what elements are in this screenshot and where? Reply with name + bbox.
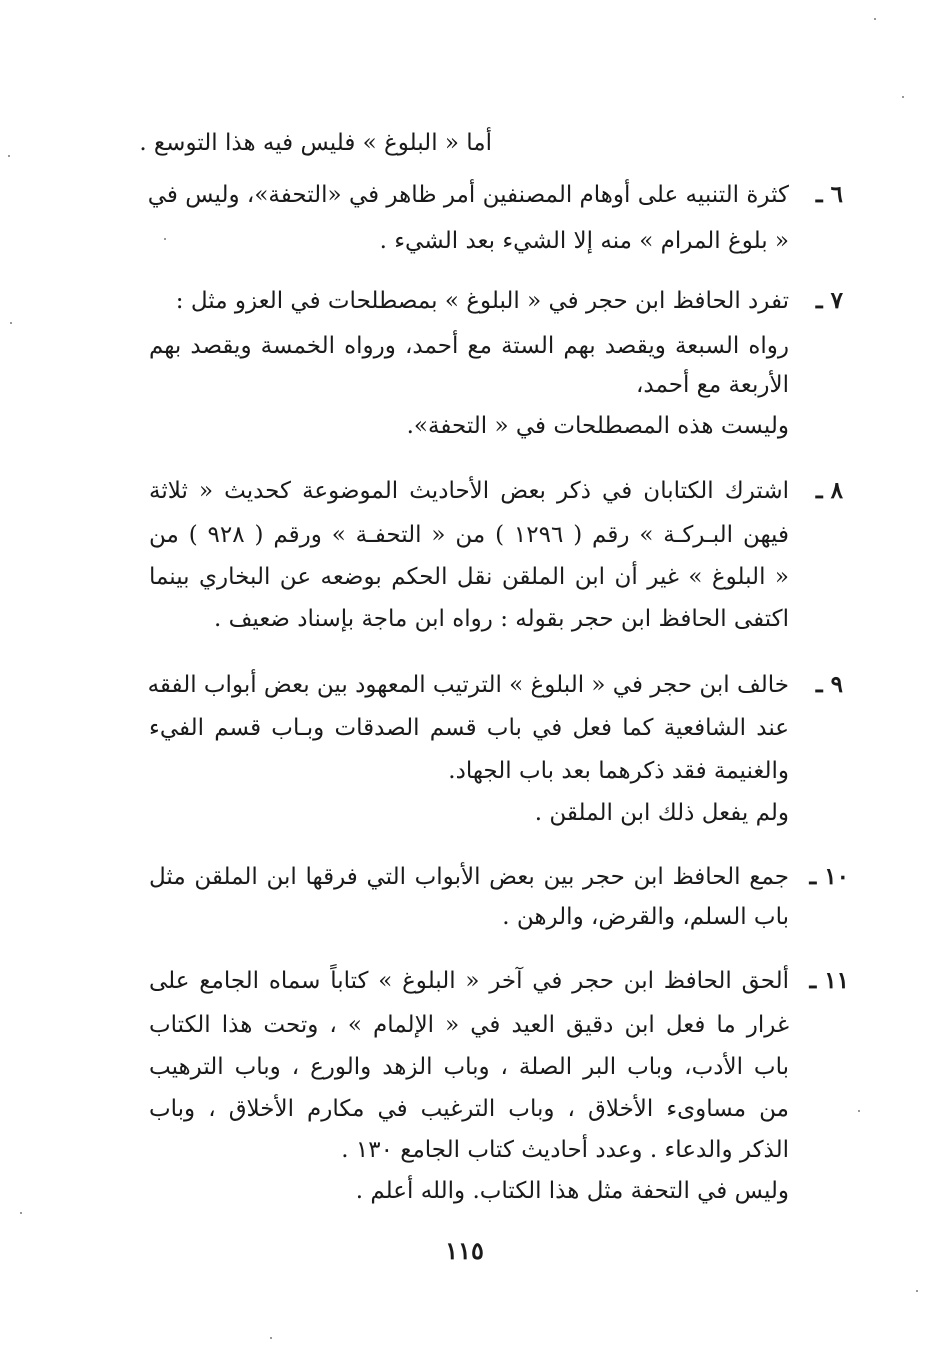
paragraph-line: من مساوىء الأخلاق ، وباب الترغيب في مكارم الأخلاق ، وباب: [149, 1096, 789, 1122]
paragraph-line: كثرة التنبيه على أوهام المصنفين أمر ظاهر في «التحفة»، وليس في: [147, 182, 789, 208]
paragraph-line: عند الشافعية كما فعل في باب قسم الصدقات وبـاب قسم الفيء: [149, 715, 789, 741]
scan-speck: [10, 322, 12, 324]
paragraph-line: ألحق الحافظ ابن حجر في آخر « البلوغ » كتاباً سماه الجامع على: [149, 968, 789, 994]
paragraph-line: جمع الحافظ ابن حجر بين بعض الأبواب التي فرقها ابن الملقن مثل: [149, 864, 789, 890]
paragraph-line: تفرد الحافظ ابن حجر في « البلوغ » بمصطلحات في العزو مثل :: [175, 288, 789, 314]
page-number: ١١٥: [445, 1236, 484, 1265]
item-number: ١٠ ـ: [809, 863, 849, 890]
scan-speck: [858, 1110, 860, 1112]
scan-speck: [874, 18, 876, 20]
paragraph-line: غرار ما فعل ابن دقيق العيد في « الإلمام » ، وتحت هذا الكتاب: [149, 1012, 789, 1038]
paragraph-line: باب الأدب، وباب البر الصلة ، وباب الزهد والورع ، وباب الترهيب: [149, 1054, 789, 1080]
paragraph-line: اشترك الكتابان في ذكر بعض الأحاديث الموضوعة كحديث « ثلاثة: [149, 478, 790, 504]
paragraph-line: ولم يفعل ذلك ابن الملقن .: [534, 800, 789, 826]
paragraph-line: وليست هذه المصطلحات في « التحفة».: [406, 413, 789, 439]
scan-speck: [902, 96, 904, 98]
scan-speck: [8, 155, 10, 157]
paragraph-line: « بلوغ المرام » منه إلا الشيء بعد الشيء .: [379, 228, 789, 254]
paragraph-line: باب السلم، والقرض، والرهن .: [502, 904, 789, 930]
scan-speck: [164, 238, 166, 240]
paragraph-line: اكتفى الحافظ ابن حجر بقوله : رواه ابن ماجة بإسناد ضعيف .: [213, 606, 789, 632]
item-number: ٧ ـ: [815, 287, 843, 314]
paragraph-line: والغنيمة فقد ذكرهما بعد باب الجهاد.: [448, 758, 789, 784]
paragraph-line: أما « البلوغ » فليس فيه هذا التوسع .: [139, 130, 492, 156]
scan-speck: [916, 1290, 918, 1292]
scan-speck: [20, 1212, 22, 1214]
item-number: ١١ ـ: [809, 967, 849, 994]
paragraph-line: فيهن البـركـة » رقم ( ١٢٩٦ ) من « التحفـة » ورقم ( ٩٢٨ ) من: [149, 522, 789, 548]
paragraph-line: « البلوغ » غير أن ابن الملقن نقل الحكم بوضعه عن البخاري بينما: [149, 564, 789, 590]
item-number: ٨ ـ: [815, 477, 843, 504]
paragraph-line: رواه السبعة ويقصد بهم الستة مع أحمد، ورواه الخمسة ويقصد بهم: [149, 333, 789, 359]
paragraph-line: الأربعة مع أحمد،: [635, 372, 789, 398]
paragraph-line: خالف ابن حجر في « البلوغ » الترتيب المعهود بين بعض أبواب الفقه: [147, 672, 789, 698]
item-number: ٦ ـ: [815, 181, 843, 208]
item-number: ٩ ـ: [815, 671, 843, 698]
paragraph-line: الذكر والدعاء . وعدد أحاديث كتاب الجامع ١٣٠ .: [341, 1137, 789, 1163]
paragraph-line: وليس في التحفة مثل هذا الكتاب. والله أعلم .: [355, 1178, 789, 1204]
scan-speck: [270, 1337, 272, 1339]
